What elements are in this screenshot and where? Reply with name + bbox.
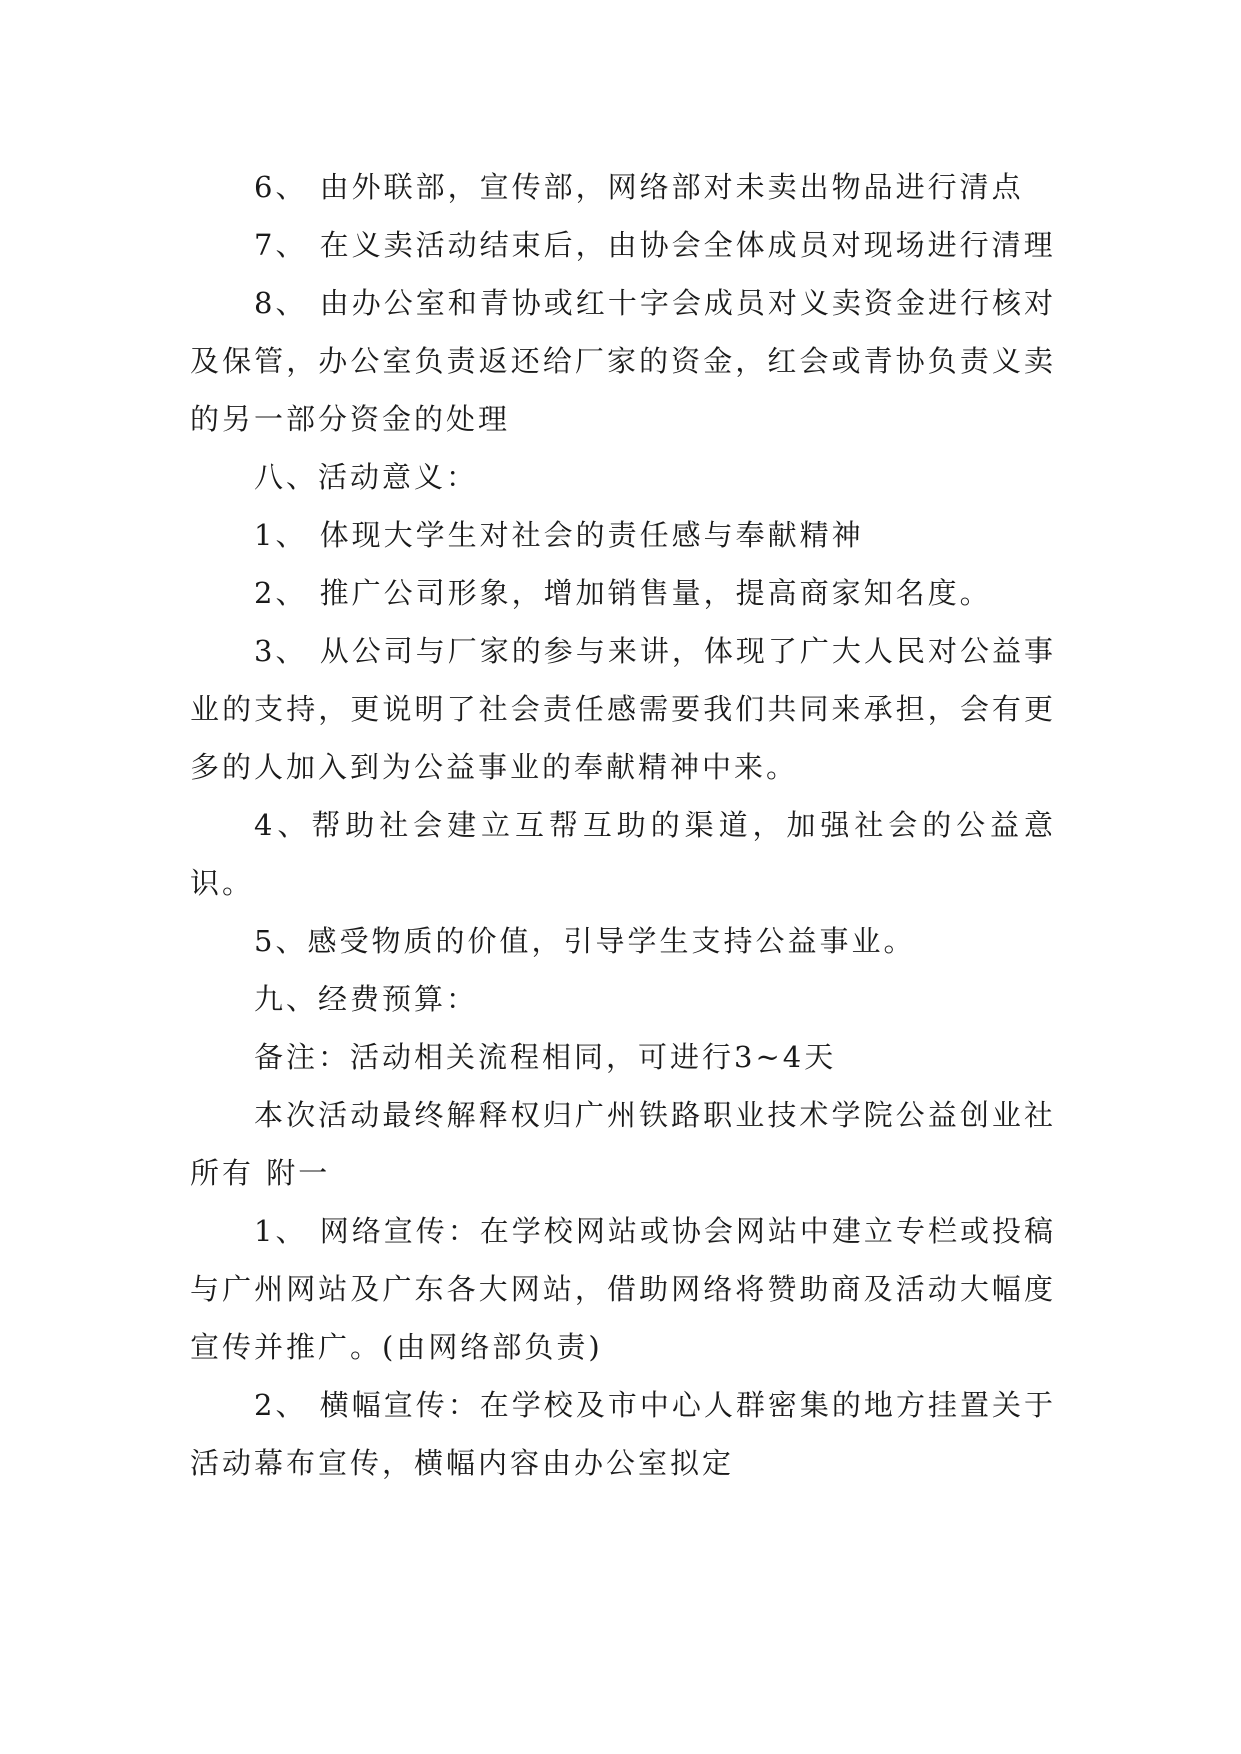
paragraph-item-8: 8、 由办公室和青协或红十字会成员对义卖资金进行核对及保管，办公室负责返还给厂家的资金，红会或青协负责义卖的另一部分资金的处理	[190, 286, 1056, 436]
paragraph-item-6: 6、 由外联部，宣传部，网络部对未卖出物品进行清点	[254, 170, 1024, 204]
significance-item-5: 5、感受物质的价值，引导学生支持公益事业。	[254, 924, 916, 958]
significance-item-2: 2、 推广公司形象，增加销售量，提高商家知名度。	[254, 576, 992, 610]
promotion-item-1: 1、 网络宣传：在学校网站或协会网站中建立专栏或投稿与广州网站及广东各大网站，借助网络将赞助商及活动大幅度宣传并推广。(由网络部负责)	[190, 1214, 1056, 1364]
document-body	[190, 158, 1056, 1492]
remark-paragraph: 备注：活动相关流程相同，可进行3~4天	[254, 1040, 837, 1074]
paragraph-item-7: 7、 在义卖活动结束后，由协会全体成员对现场进行清理	[254, 228, 1056, 262]
promotion-item-2: 2、 横幅宣传：在学校及市中心人群密集的地方挂置关于活动幕布宣传，横幅内容由办公室拟定	[190, 1388, 1056, 1480]
significance-item-1: 1、 体现大学生对社会的责任感与奉献精神	[254, 518, 864, 552]
significance-item-3: 3、 从公司与厂家的参与来讲，体现了广大人民对公益事业的支持，更说明了社会责任感需要我们共同来承担，会有更多的人加入到为公益事业的奉献精神中来。	[190, 634, 1056, 784]
interpretation-rights-paragraph: 本次活动最终解释权归广州铁路职业技术学院公益创业社所有 附一	[190, 1098, 1056, 1190]
significance-item-4: 4、帮助社会建立互帮互助的渠道，加强社会的公益意识。	[190, 808, 1056, 900]
section-heading-significance: 八、活动意义：	[254, 460, 479, 494]
section-heading-budget: 九、经费预算：	[254, 982, 479, 1016]
